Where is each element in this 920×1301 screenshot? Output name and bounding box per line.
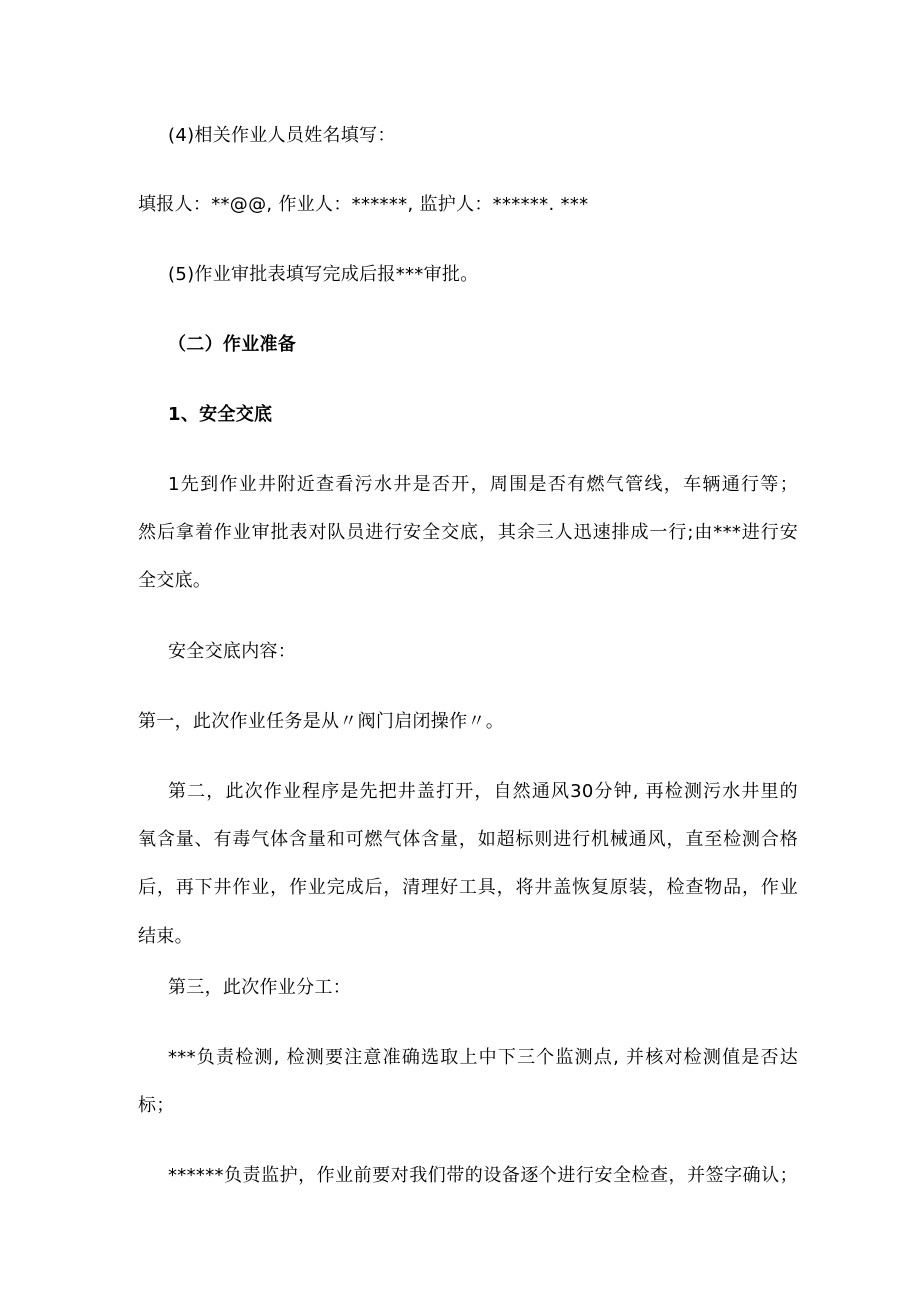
- section-heading-preparation: （二）作业准备: [168, 334, 297, 355]
- paragraph-supervision: ******负责监护，作业前要对我们带的设备逐个进行安全检查，并签字确认；: [168, 1165, 798, 1186]
- paragraph-personnel-names: (4)相关作业人员姓名填写：: [168, 125, 396, 146]
- paragraph-briefing-content-label: 安全交底内容：: [168, 641, 297, 662]
- paragraph-briefing-line-1: 1先到作业井附近查看污水井是否开，周围是否有燃气管线，车辆通行等；: [168, 474, 798, 495]
- paragraph-briefing-line-2: 然后拿着作业审批表对队员进行安全交底，其余三人迅速排成一行;由***进行安: [138, 522, 798, 543]
- paragraph-approval: (5)作业审批表填写完成后报***审批。: [168, 264, 479, 285]
- subsection-heading-safety-briefing: 1、安全交底: [168, 404, 273, 425]
- paragraph-second-line-1: 第二，此次作业程序是先把井盖打开，自然通风30分钟, 再检测污水井里的: [168, 781, 798, 802]
- paragraph-second-line-3: 后，再下井作业，作业完成后，清理好工具，将井盖恢复原装，检查物品，作业: [138, 877, 798, 898]
- paragraph-detection-line-2: 标；: [138, 1095, 175, 1116]
- paragraph-second-line-2: 氧含量、有毒气体含量和可燃气体含量，如超标则进行机械通风，直至检测合格: [138, 829, 798, 850]
- paragraph-briefing-line-3: 全交底。: [138, 570, 212, 591]
- paragraph-first-task: 第一，此次作业任务是从〃阀门启闭操作〃。: [138, 711, 504, 732]
- paragraph-filler-names: 填报人：**@@, 作业人：******, 监护人：******. ***: [138, 194, 589, 215]
- paragraph-detection-line-1: ***负责检测, 检测要注意准确选取上中下三个监测点, 并核对检测值是否达: [168, 1047, 798, 1068]
- paragraph-second-line-4: 结束。: [138, 926, 193, 947]
- paragraph-third-division: 第三，此次作业分工：: [168, 977, 351, 998]
